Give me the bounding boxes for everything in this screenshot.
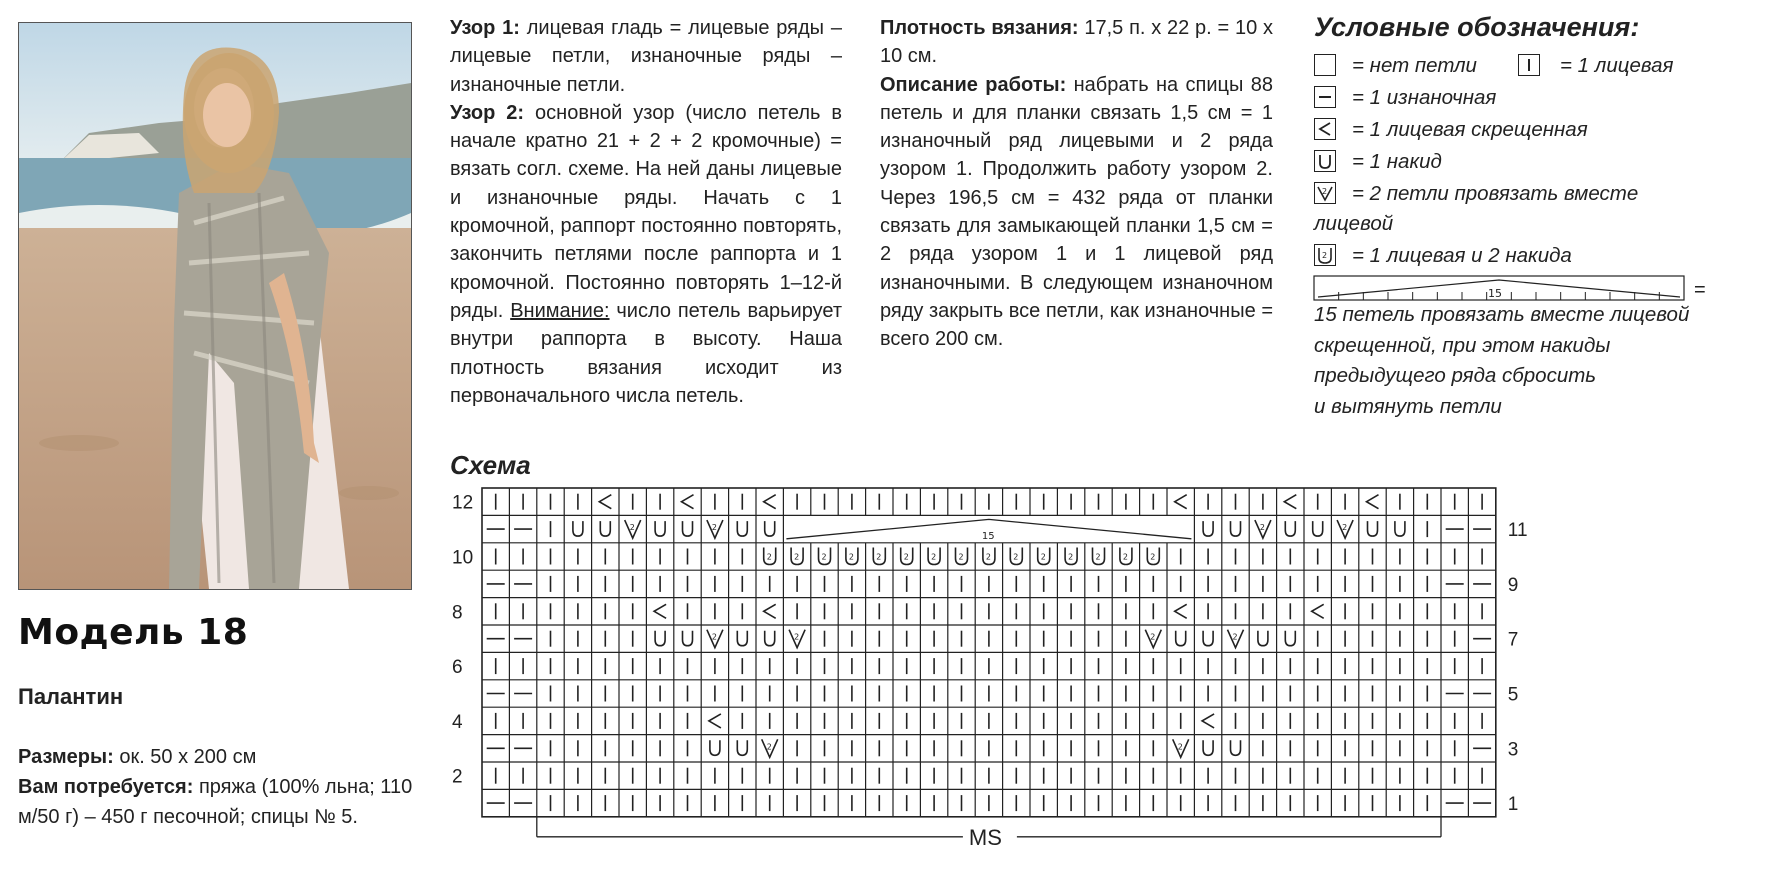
k2tog-icon [1173, 739, 1189, 757]
sizes-value: ок. 50 х 200 см [113, 746, 257, 768]
pattern2-label: Узор 2: [450, 101, 525, 124]
k2tog-icon [789, 630, 805, 648]
legend-dec15-line: и вытянуть петли [1314, 394, 1502, 418]
yarn-over-icon [1176, 631, 1186, 646]
model-photo [18, 22, 412, 590]
yarn-over-icon [765, 521, 775, 536]
twisted-knit-icon [1284, 495, 1296, 509]
need-value: пряжа (100% льна; 110 м/50 г) – 450 г песочной; спицы № 5. [18, 776, 413, 828]
dec15-legend-number: 15 [1488, 287, 1502, 300]
row-number-right: 5 [1507, 684, 1519, 706]
yarn-over-icon [655, 521, 665, 536]
no-stitch-icon [1314, 54, 1336, 76]
row-number-left: 4 [452, 711, 463, 733]
knit-stitch-icon [1518, 54, 1540, 76]
yarn-over-icon [737, 521, 747, 536]
legend-no-stitch: = нет петли [1352, 54, 1477, 77]
knit-double-wrap-icon [1147, 548, 1159, 565]
legend-dec15-line: скрещенной, при этом накиды [1314, 333, 1611, 357]
model-info [18, 742, 418, 832]
svg-text:2: 2 [1322, 187, 1328, 196]
k2tog-icon [1314, 182, 1336, 204]
chart-grid [482, 488, 1496, 817]
svg-text:2: 2 [629, 523, 635, 533]
knit-double-wrap-icon [1010, 548, 1022, 565]
svg-text:2: 2 [848, 552, 854, 562]
k2tog-icon [707, 630, 723, 648]
k2tog-icon [1337, 520, 1353, 538]
twisted-knit-icon [1202, 714, 1214, 728]
twisted-knit-icon [1175, 495, 1187, 509]
yarn-over-icon [710, 740, 720, 755]
twisted-knit-icon [1312, 604, 1324, 618]
purl-stitch-icon [1314, 86, 1336, 108]
svg-text:2: 2 [1232, 632, 1238, 642]
k2tog-icon [1145, 630, 1161, 648]
row-number-left: 12 [452, 492, 474, 514]
knit-double-wrap-icon [928, 548, 940, 565]
dec15-number: 15 [981, 530, 995, 542]
legend-k2tog: = 2 петли провязать вместе [1352, 182, 1639, 205]
row-number-right: 11 [1507, 520, 1528, 542]
knit-double-wrap-icon [1314, 244, 1336, 266]
svg-text:2: 2 [876, 552, 882, 562]
yarn-over-icon [737, 631, 747, 646]
knit-double-wrap-icon [1065, 548, 1077, 565]
k2tog-icon [625, 520, 641, 538]
svg-text:2: 2 [1342, 523, 1348, 533]
svg-text:2: 2 [985, 552, 991, 562]
work-description [880, 14, 1273, 354]
yarn-over-icon [1285, 521, 1295, 536]
yarn-over-icon [1231, 521, 1241, 536]
description-text: набрать на спицы 88 петель и для планки связать 1,5 см = 1 изнаночный ряд лицевыми и 2 ряда узором 1. Продолжить работу узором 2. Через 196,5 см = 432 ряда от планки связать для замыкающей планки 1,5 см = 2 ряда узором 1 и 1 лицевой ряд изнаночными. В следующем изнаночном ряду закрыть все петли, как изнаночные = всего 200 см. [880, 73, 1273, 351]
need-label: Вам потребуется: [18, 776, 194, 798]
pattern-description [450, 14, 842, 410]
k2tog-icon [707, 520, 723, 538]
chart-border [482, 488, 1496, 817]
attention-label: Внимание: [510, 299, 610, 322]
yarn-over-icon [1395, 521, 1405, 536]
density-label: Плотность вязания: [880, 17, 1079, 39]
svg-text:2: 2 [1177, 742, 1183, 752]
knit-double-wrap-icon [1038, 548, 1050, 565]
svg-text:2: 2 [1068, 552, 1074, 562]
legend-dec15-line: 15 петель провязать вместе лицевой [1314, 303, 1690, 326]
svg-text:2: 2 [766, 552, 772, 562]
k2tog-icon [1228, 630, 1244, 648]
knit-double-wrap-icon [1093, 548, 1105, 565]
svg-text:2: 2 [711, 523, 717, 533]
svg-text:2: 2 [1013, 552, 1019, 562]
row-number-right: 7 [1507, 629, 1519, 651]
twisted-knit-icon [599, 495, 611, 509]
beach-photo-illustration [19, 23, 411, 589]
twisted-knit-icon [764, 604, 776, 618]
twisted-knit-icon [682, 495, 694, 509]
twisted-knit-icon [1367, 495, 1379, 509]
density-text: 17,5 п. х 22 р. = 10 х 10 см. [880, 17, 1274, 68]
yarn-over-icon [683, 521, 693, 536]
svg-text:2: 2 [794, 552, 800, 562]
knit-double-wrap-icon [983, 548, 995, 565]
pattern2-text: основной узор (число петель в начале кратно 21 + 2 + 2 кромочные) = вязать согл. схеме. На ней даны лицевые и изнаночные ряды. Начать с 1 кромочной, раппорт постоянно повторять, закончить петлями после раппорта и 1 кромочной. Постоянно повторять 1–12-й ряды. [450, 101, 842, 322]
yarn-over-icon [1231, 740, 1241, 755]
yarn-over-icon [737, 740, 747, 755]
legend-title: Условные обозначения: [1314, 12, 1640, 42]
twisted-knit-icon [654, 604, 666, 618]
row-number-right: 9 [1507, 574, 1519, 596]
svg-text:2: 2 [1095, 552, 1101, 562]
svg-text:2: 2 [958, 552, 964, 562]
yarn-over-icon [1203, 740, 1213, 755]
dec15-legend-equals: = [1694, 279, 1706, 301]
knit-double-wrap-icon [846, 548, 858, 565]
yarn-over-icon [1203, 521, 1213, 536]
svg-text:2: 2 [1259, 523, 1265, 533]
legend-k2tog-cont: лицевой [1314, 212, 1394, 235]
k2tog-icon [1255, 520, 1271, 538]
yarn-over-icon [655, 631, 665, 646]
yarn-over-icon [573, 521, 583, 536]
svg-text:2: 2 [821, 552, 827, 562]
dec15-icon [786, 519, 1191, 538]
yarn-over-icon [600, 521, 610, 536]
legend-dec15-line: предыдущего ряда сбросить [1314, 364, 1597, 387]
yarn-over-icon [1258, 631, 1268, 646]
row-number-right: 3 [1507, 739, 1519, 761]
sizes-label: Размеры: [18, 746, 114, 768]
knit-double-wrap-icon [1120, 548, 1132, 565]
legend-twisted-knit: = 1 лицевая скрещенная [1352, 118, 1588, 141]
yarn-over-icon [1368, 521, 1378, 536]
svg-text:2: 2 [903, 552, 909, 562]
yarn-over-icon [683, 631, 693, 646]
yarn-over-icon [1203, 631, 1213, 646]
schema-title: Схема [450, 450, 531, 480]
pattern2-text-cont: число петель варьирует внутри раппорта в высоту. Наша плотность вязания исходит из первоначального числа петель. [450, 299, 842, 407]
pattern1-label: Узор 1: [450, 17, 520, 39]
svg-text:2: 2 [711, 632, 717, 642]
pattern1-text: лицевая гладь = лицевые ряды – лицевые петли, изнаночные ряды – изнаночные петли. [450, 17, 842, 96]
yarn-over-icon [1285, 631, 1295, 646]
twisted-knit-icon [764, 495, 776, 509]
model-title: Модель 18 [18, 612, 249, 653]
row-number-right: 1 [1507, 794, 1519, 816]
row-number-left: 6 [452, 657, 463, 679]
description-label: Описание работы: [880, 73, 1067, 96]
legend-dec15-text [1314, 300, 1689, 422]
knit-double-wrap-icon [791, 548, 803, 565]
knit-double-wrap-icon [764, 548, 776, 565]
svg-text:2: 2 [766, 742, 772, 752]
row-number-left: 10 [452, 547, 474, 569]
yarn-over-icon [765, 631, 775, 646]
legend-yarn-over: = 1 накид [1352, 150, 1442, 173]
legend-knit-double-wrap: = 1 лицевая и 2 накида [1352, 244, 1572, 267]
svg-text:2: 2 [1040, 552, 1046, 562]
row-number-left: 8 [452, 602, 463, 624]
svg-text:2: 2 [794, 632, 800, 642]
knit-double-wrap-icon [819, 548, 831, 565]
yarn-over-icon [1314, 150, 1336, 172]
svg-text:2: 2 [1122, 552, 1128, 562]
twisted-knit-icon [1314, 118, 1336, 140]
twisted-knit-icon [709, 714, 721, 728]
twisted-knit-icon [1175, 604, 1187, 618]
svg-text:2: 2 [1150, 552, 1156, 562]
legend-knit: = 1 лицевая [1560, 54, 1674, 77]
knit-double-wrap-icon [956, 548, 968, 565]
row-number-left: 2 [452, 766, 463, 788]
k2tog-icon [762, 739, 778, 757]
legend-purl: = 1 изнаночная [1352, 86, 1497, 109]
knit-double-wrap-icon [873, 548, 885, 565]
knit-double-wrap-icon [901, 548, 913, 565]
model-subtitle: Палантин [18, 684, 124, 709]
svg-text:2: 2 [1150, 632, 1156, 642]
svg-text:2: 2 [931, 552, 937, 562]
ms-label: MS [968, 824, 1002, 850]
yarn-over-icon [1313, 521, 1323, 536]
svg-text:2: 2 [1322, 251, 1328, 260]
